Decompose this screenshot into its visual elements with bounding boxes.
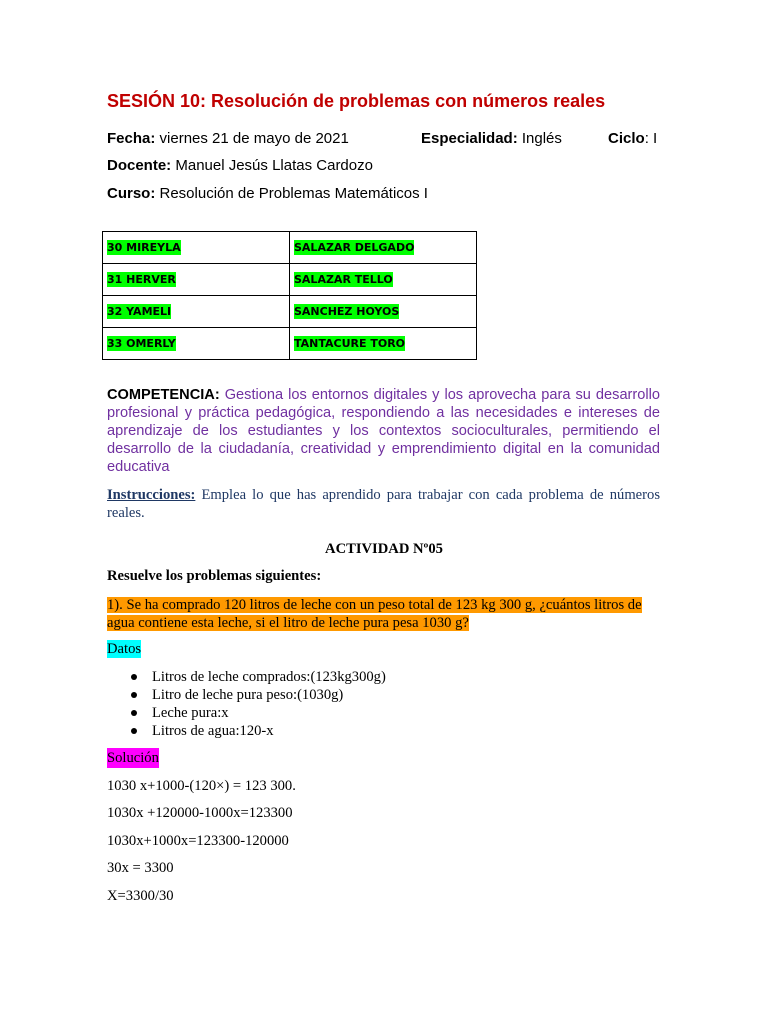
ciclo-label: Ciclo	[608, 130, 645, 147]
activity-heading: ACTIVIDAD Nº05	[325, 541, 443, 557]
table-row	[103, 296, 477, 328]
curso-value: Resolución de Problemas Matemáticos I	[155, 185, 428, 202]
ciclo-value: : I	[644, 130, 658, 147]
curso-line	[107, 185, 428, 202]
list-item: Leche pura:x	[152, 704, 386, 722]
instructions-heading: Resuelve los problemas siguientes:	[107, 568, 322, 584]
student-surname-cell: SALAZAR DELGADO	[290, 232, 477, 264]
solution-step: X=3300/30	[107, 888, 174, 904]
student-name-cell: 32 YAMELI	[103, 296, 290, 328]
list-item: Litros de agua:120-x	[152, 722, 386, 740]
curso-label: Curso:	[107, 185, 156, 202]
fecha-label: Fecha:	[107, 130, 156, 147]
student-name-cell: 33 OMERLY	[103, 328, 290, 360]
solucion-label: Solución	[107, 750, 159, 766]
student-name-cell: 31 HERVER	[103, 264, 290, 296]
students-table	[102, 231, 477, 360]
table-row	[103, 264, 477, 296]
solution-step: 1030 x+1000-(120×) = 123 300.	[107, 778, 296, 794]
datos-list	[107, 668, 386, 740]
student-surname-cell: SALAZAR TELLO	[290, 264, 477, 296]
solution-step: 1030x+1000x=123300-120000	[107, 833, 289, 849]
list-item: Litro de leche pura peso:(1030g)	[152, 686, 386, 704]
solucion-heading	[107, 750, 159, 767]
especialidad-label: Especialidad:	[421, 130, 518, 147]
session-title: SESIÓN 10: Resolución de problemas con números reales	[107, 91, 606, 111]
table-row	[103, 328, 477, 360]
table-row	[103, 232, 477, 264]
docente-label: Docente:	[107, 157, 172, 174]
instrucciones-paragraph	[107, 486, 660, 522]
student-surname-cell: TANTACURE TORO	[290, 328, 477, 360]
docente-value: Manuel Jesús Llatas Cardozo	[171, 157, 373, 174]
student-surname-cell: SANCHEZ HOYOS	[290, 296, 477, 328]
docente-line	[107, 157, 373, 174]
problem-text: 1). Se ha comprado 120 litros de leche con un peso total de 123 kg 300 g, ¿cuántos litros de agua contiene esta leche, si el litro de leche pura pesa 1030 g?	[107, 597, 642, 631]
instrucciones-label: Instrucciones:	[107, 487, 196, 503]
fecha-line	[107, 130, 349, 147]
datos-heading	[107, 641, 141, 658]
instrucciones-text: Emplea lo que has aprendido para trabajar con cada problema de números reales.	[107, 487, 660, 521]
competencia-paragraph	[107, 386, 660, 476]
datos-label: Datos	[107, 641, 142, 657]
student-name-cell: 30 MIREYLA	[103, 232, 290, 264]
solution-step: 1030x +120000-1000x=123300	[107, 805, 293, 821]
list-item: Litros de leche comprados:(123kg300g)	[152, 669, 386, 685]
especialidad-line	[421, 130, 562, 147]
ciclo-line	[608, 130, 657, 147]
solution-step: 30x = 3300	[107, 860, 174, 876]
fecha-value: viernes 21 de mayo de 2021	[155, 130, 349, 147]
competencia-label: COMPETENCIA:	[107, 387, 220, 403]
problem-statement	[107, 596, 661, 632]
competencia-text: Gestiona los entornos digitales y los aprovecha para su desarrollo profesional y práctica pedagógica, respondiendo a las necesidades e intereses de aprendizaje de los estudiantes y los contextos socioculturales, permitiendo el desarrollo de la ciudadanía, creatividad y emprendimiento digital en la comunidad educativa	[107, 387, 660, 475]
especialidad-value: Inglés	[517, 130, 562, 147]
